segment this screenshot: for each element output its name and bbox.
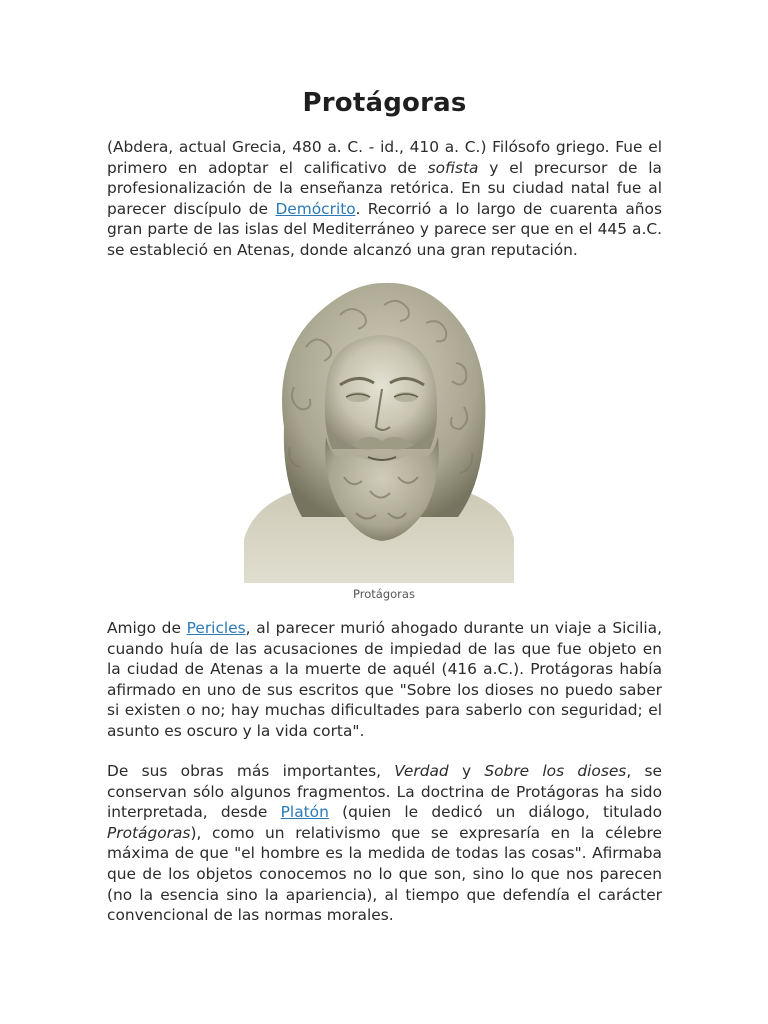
- text-run: (Abdera, actual Grecia, 480 a. C. - id., 410 a. C.) Filósofo griego. Fue el primero en adoptar el calificativo de: [107, 138, 662, 177]
- text-run: (quien le dedicó un diálogo, titulado: [328, 803, 662, 822]
- text-run: y el precursor de la profesionalización de la enseñanza retórica. En su ciudad natal fue al parecer discípulo de: [107, 158, 662, 218]
- text-run: , al parecer murió ahogado durante un viaje a Sicilia, cuando huía de las acusaciones de impiedad de las que fue objeto en la ciudad de Atenas a la muerte de aquél (416 a.C.). Protágoras había afirmado en uno de sus escritos que "Sobre los dioses no puedo saber si existen o no; hay muchas dificultades para saberlo con seguridad; el asunto es oscuro y la vida corta".: [107, 619, 662, 740]
- doctrine-paragraph: [107, 761, 662, 926]
- text-run: , se conservan sólo algunos fragmentos. La doctrina de Protágoras ha sido interpretada, desde: [107, 762, 662, 822]
- emphasis-verdad: Verdad: [394, 762, 449, 780]
- link-pericles[interactable]: Pericles: [186, 619, 246, 637]
- link-platon[interactable]: Platón: [280, 803, 329, 822]
- emphasis-sobre-los-dioses: Sobre los dioses: [484, 762, 627, 780]
- emphasis-sofista: sofista: [427, 158, 479, 177]
- link-democrito[interactable]: Demócrito: [275, 199, 356, 218]
- bust-illustration: [244, 277, 514, 583]
- text-run: Amigo de: [107, 619, 187, 637]
- image-caption: Protágoras: [353, 587, 415, 601]
- page-title: Protágoras: [302, 88, 467, 118]
- text-run: . Recorrió a lo largo de cuarenta años gran parte de las islas del Mediterráneo y parece ser que en el 445 a.C. se estableció en Atenas, donde alcanzó una gran reputación.: [107, 199, 662, 259]
- text-run: De sus obras más importantes,: [107, 762, 395, 780]
- text-run: ), como un relativismo que se expresaría en la célebre máxima de que "el hombre es la medida de todas las cosas". Afirmaba que de los objetos conocemos no lo que son, sino lo que nos parecen (no la esencia sino la apariencia), al tiempo que defendía el carácter convencional de las normas morales.: [107, 823, 662, 925]
- biography-paragraph: [107, 618, 662, 742]
- emphasis-protagoras: Protágoras: [107, 823, 191, 842]
- protagoras-bust-image: [244, 277, 514, 583]
- text-run: y: [448, 762, 485, 780]
- intro-paragraph: [107, 137, 662, 261]
